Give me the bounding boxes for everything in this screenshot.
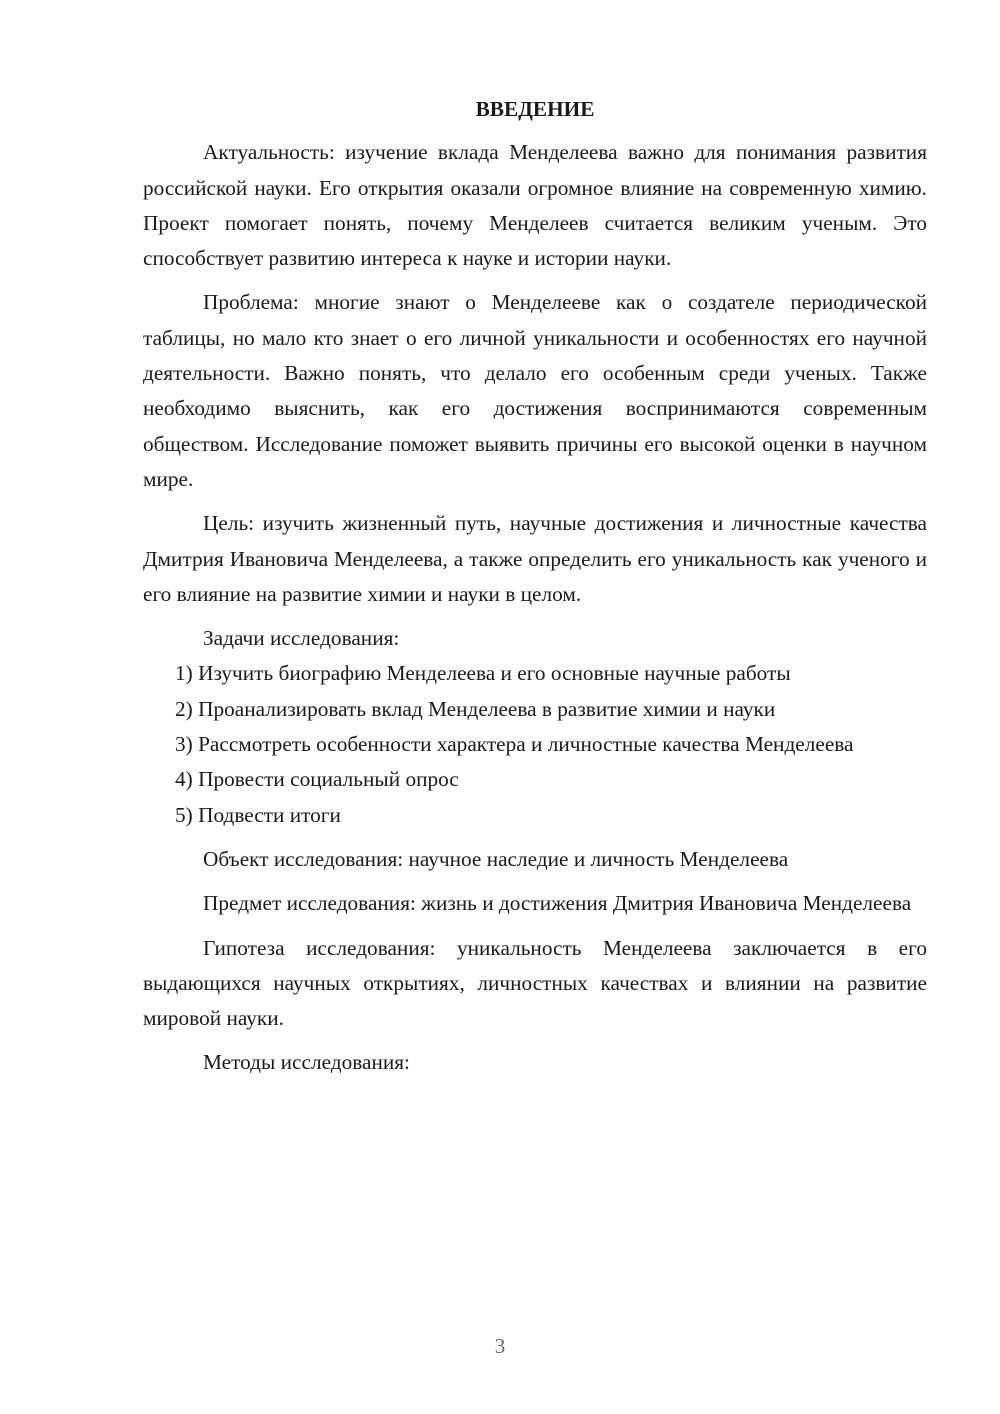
paragraph-object: Объект исследования: научное наследие и личность Менделеева [203, 846, 789, 871]
paragraph-relevance: Актуальность: изучение вклада Менделеева важно для понимания развития российской науки. Его открытия оказали огромное влияние на современную химию. Проект помогает понять, почему Менделеев считается великим ученым. Это способствует развитию интереса к науке и истории науки. [143, 140, 927, 271]
task-item-4: 4) Провести социальный опрос [175, 767, 459, 792]
task-item-3: 3) Рассмотреть особенности характера и личностные качества Менделеева [175, 732, 854, 757]
task-item-2: 2) Проанализировать вклад Менделеева в развитие химии и науки [175, 696, 776, 721]
task-item-5: 5) Подвести итоги [175, 802, 341, 827]
paragraph-tasks-title: Задачи исследования: [203, 626, 400, 651]
page-number: 3 [494, 1334, 506, 1358]
document-page [143, 92, 927, 1081]
paragraph-subject: Предмет исследования: жизнь и достижения Дмитрия Ивановича Менделеева [203, 891, 912, 916]
paragraph-hypothesis: Гипотеза исследования: уникальность Менделеева заключается в его выдающихся научных открытиях, личностных качествах и влиянии на развитие мировой науки. [143, 935, 927, 1031]
paragraph-problem: Проблема: многие знают о Менделееве как о создателе периодической таблицы, но мало кто знает о его личной уникальности и особенностях его научной деятельности. Важно понять, что делало его особенным среди ученых. Также необходимо выяснить, как его достижения воспринимаются современным обществом. Исследование поможет выявить причины его высокой оценки в научном мире. [143, 290, 927, 491]
paragraph-methods-title: Методы исследования: [203, 1050, 410, 1075]
section-heading: ВВЕДЕНИЕ [475, 97, 595, 121]
paragraph-goal: Цель: изучить жизненный путь, научные достижения и личностные качества Дмитрия Ивановича Менделеева, а также определить его уникальность как ученого и его влияние на развитие химии и науки в целом. [143, 511, 927, 606]
task-item-1: 1) Изучить биографию Менделеева и его основные научные работы [175, 661, 791, 686]
